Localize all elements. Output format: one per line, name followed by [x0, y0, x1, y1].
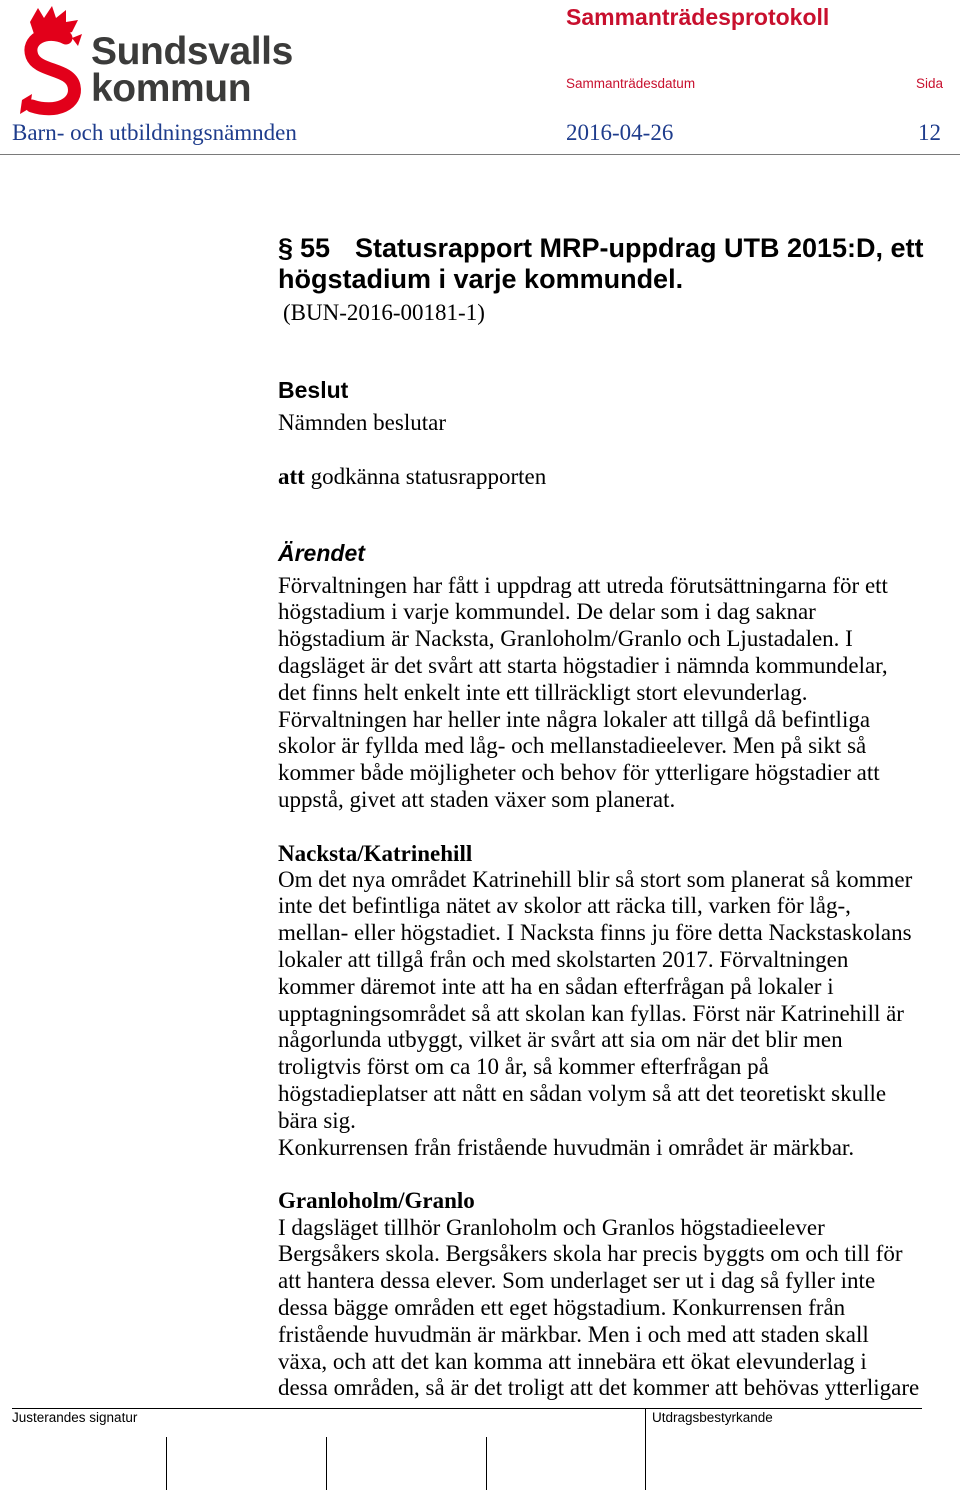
page-label: Sida — [916, 76, 944, 91]
signature-box-divider — [166, 1437, 167, 1490]
decision-intro: Nämnden beslutar — [278, 409, 446, 435]
paragraph-line: upptagningsområdet så att skolan kan fyllas. Först när Katrinehill är — [278, 1000, 904, 1026]
matter-paragraph — [278, 573, 888, 814]
paragraph-line: mellan- eller högstadiet. I Nacksta finns ju före detta Nackstaskolans — [278, 920, 912, 946]
paragraph-line: högstadium i varje kommundel. De delar som i dag saknar — [278, 599, 816, 625]
signature-box-divider — [326, 1437, 327, 1490]
logo-text-line2: kommun — [91, 67, 252, 110]
meeting-date: 2016-04-26 — [566, 119, 674, 145]
nacksta-paragraph — [278, 867, 912, 1162]
section-title-line2: högstadium i varje kommundel. — [278, 263, 684, 294]
paragraph-line: I dagsläget tillhör Granloholm och Granlos högstadieelever — [278, 1214, 825, 1240]
paragraph-line: skolor är fyllda med låg- och mellanstadieelever. Men på sikt så — [278, 733, 867, 759]
decision-statement — [278, 464, 546, 491]
paragraph-line: högstadieplatser att nått en sådan volym så att det teoretiskt skulle — [278, 1080, 887, 1106]
paragraph-line: att hantera dessa elever. Som underlaget ser ut i dag så fyller inte — [278, 1268, 876, 1294]
paragraph-line: lokaler att tillgå från och med skolstarten 2017. Förvaltningen — [278, 946, 849, 972]
footer-divider — [12, 1408, 922, 1409]
granlo-paragraph — [278, 1215, 919, 1403]
certification-label: Utdragsbestyrkande — [652, 1409, 773, 1425]
paragraph-line: uppstå, givet att staden växer som planerat. — [278, 786, 676, 812]
section-number: 55 — [300, 232, 331, 263]
document-type-title: Sammanträdesprotokoll — [566, 4, 830, 30]
paragraph-line: kommer både möjligheter och behov för ytterligare högstadier att — [278, 760, 880, 786]
paragraph-line: växa, och att det kan komma att innebära ett ökat elevunderlag i — [278, 1348, 867, 1374]
committee-name: Barn- och utbildningsnämnden — [12, 119, 297, 145]
paragraph-line: dessa områden, så är det troligt att det kommer att behövas ytterligare — [278, 1375, 920, 1401]
paragraph-line: Förvaltningen har fått i uppdrag att utreda förutsättningarna för ett — [278, 572, 888, 598]
paragraph-line: fristående huvudmän är märkbar. Men i och med att staden skall — [278, 1321, 869, 1347]
decision-att: att — [278, 463, 305, 489]
dragon-emblem-icon — [16, 4, 88, 118]
paragraph-line: högstadium är Nacksta, Granloholm/Granlo och Ljustadalen. I — [278, 626, 853, 652]
section-title-line1: Statusrapport MRP-uppdrag UTB 2015:D, ett — [355, 232, 924, 263]
matter-heading: Ärendet — [278, 539, 365, 566]
paragraph-line: Om det nya området Katrinehill blir så stort som planerat så kommer — [278, 866, 913, 892]
paragraph-line: Bergsåkers skola. Bergsåkers skola har precis byggts om och till för — [278, 1241, 903, 1267]
section-symbol: § — [278, 232, 294, 263]
paragraph-line: inte det befintliga nätet av skolor att räcka till, varken för låg-, — [278, 893, 851, 919]
paragraph-line: dagsläget är det svårt att starta högstadier i nämnda kommundelar, — [278, 652, 888, 678]
page-number: 12 — [918, 119, 941, 145]
header-divider — [0, 154, 960, 155]
meeting-date-label: Sammanträdesdatum — [566, 76, 696, 91]
logo-text-line1: Sundsvalls — [91, 30, 293, 73]
signature-label: Justerandes signatur — [12, 1409, 138, 1425]
paragraph-line: någorlunda utbyggt, vilket är svårt att sia om när det blir men — [278, 1027, 843, 1053]
signature-box-divider — [486, 1437, 487, 1490]
decision-heading: Beslut — [278, 376, 349, 403]
paragraph-line: Förvaltningen har heller inte några lokaler att tillgå då befintliga — [278, 706, 871, 732]
paragraph-line: bära sig. — [278, 1107, 356, 1133]
paragraph-line: det finns helt enkelt inte ett tillräckligt stort elevunderlag. — [278, 679, 808, 705]
paragraph-line: Konkurrensen från fristående huvudmän i området är märkbar. — [278, 1134, 855, 1160]
granlo-heading: Granloholm/Granlo — [278, 1187, 475, 1213]
case-reference: (BUN-2016-00181-1) — [283, 299, 485, 325]
decision-text: godkänna statusrapporten — [310, 463, 547, 489]
nacksta-heading: Nacksta/Katrinehill — [278, 840, 473, 866]
paragraph-line: kommer däremot inte att ha en sådan efterfrågan på lokaler i — [278, 973, 834, 999]
paragraph-line: dessa bägge områden ett eget högstadium. Konkurrensen från — [278, 1294, 846, 1320]
certification-box-divider — [645, 1408, 646, 1490]
section-heading — [278, 233, 924, 295]
paragraph-line: troligtvis först om ca 10 år, så kommer efterfrågan på — [278, 1054, 769, 1080]
